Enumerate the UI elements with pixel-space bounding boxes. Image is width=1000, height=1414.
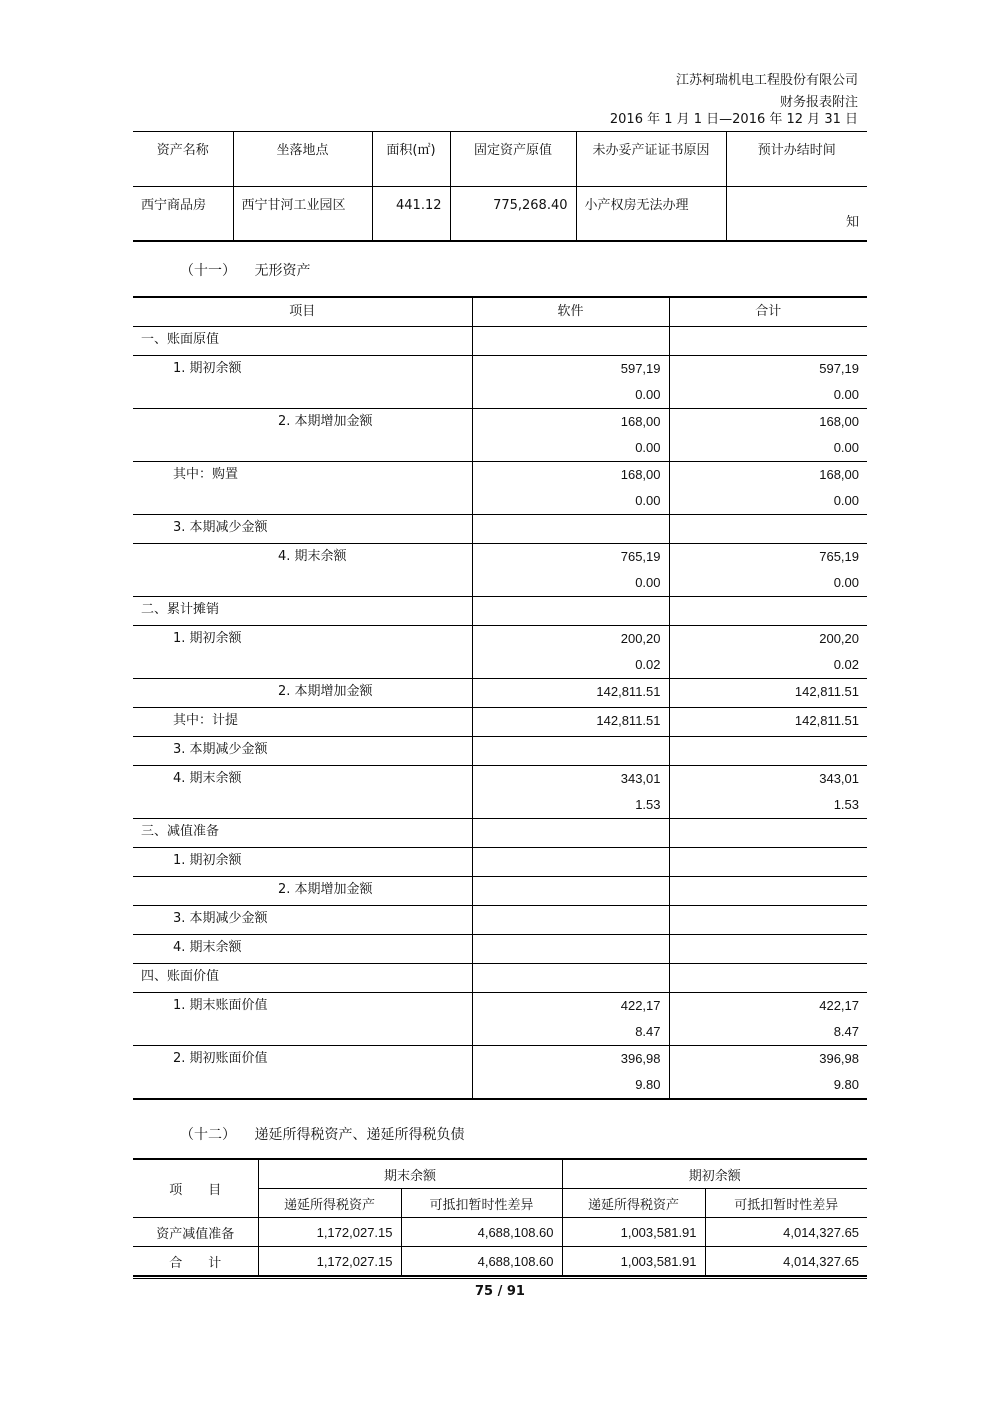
row-label: 4. 期末余额 bbox=[133, 935, 472, 964]
table-row bbox=[133, 708, 867, 737]
software-value bbox=[472, 766, 669, 819]
sub-header: 可抵扣暂时性差异 bbox=[705, 1189, 867, 1218]
value-line: 200,20 bbox=[819, 631, 859, 646]
total-value bbox=[669, 544, 867, 597]
value-line: 200,20 bbox=[620, 631, 661, 646]
expected-completion: 知 bbox=[726, 186, 867, 241]
table-row bbox=[133, 877, 867, 906]
total-value bbox=[669, 993, 867, 1046]
value-line: 142,811.51 bbox=[596, 684, 661, 699]
total-value bbox=[669, 327, 867, 356]
total-value bbox=[669, 964, 867, 993]
value-line: 0.02 bbox=[635, 657, 661, 672]
section-heading bbox=[180, 260, 310, 280]
software-value bbox=[472, 1046, 669, 1100]
total-value bbox=[669, 462, 867, 515]
row-label: 资产减值准备 bbox=[133, 1218, 258, 1247]
section-number: （十一） bbox=[180, 263, 236, 279]
total-value bbox=[669, 737, 867, 766]
table-row bbox=[133, 186, 867, 241]
total-value bbox=[669, 1046, 867, 1100]
total-value bbox=[669, 597, 867, 626]
value-line: 343,01 bbox=[819, 771, 859, 786]
report-period: 2016 年 1 月 1 日—2016 年 12 月 31 日 bbox=[609, 112, 858, 127]
row-label: 2. 本期增加金额 bbox=[133, 409, 472, 462]
certificate-reason: 小产权房无法办理 bbox=[576, 186, 726, 241]
value-line: 0.00 bbox=[833, 575, 859, 590]
row-label: 3. 本期减少金额 bbox=[133, 906, 472, 935]
software-value bbox=[472, 819, 669, 848]
total-value bbox=[669, 819, 867, 848]
value-line: 0.00 bbox=[635, 493, 661, 508]
software-value bbox=[472, 708, 669, 737]
sub-header: 可抵扣暂时性差异 bbox=[401, 1189, 562, 1218]
software-value bbox=[472, 964, 669, 993]
value-line: 422,17 bbox=[620, 998, 661, 1013]
col-header: 固定资产原值 bbox=[450, 132, 576, 186]
software-value bbox=[472, 679, 669, 708]
asset-value: 775,268.40 bbox=[450, 186, 576, 241]
cell-value: 1,003,581.91 bbox=[562, 1247, 705, 1277]
footer-rule bbox=[133, 1278, 867, 1279]
row-label: 2. 本期增加金额 bbox=[133, 877, 472, 906]
cell-value: 1,172,027.15 bbox=[258, 1218, 401, 1247]
cell-value: 4,688,108.60 bbox=[401, 1247, 562, 1277]
document-title: 财务报表附注 bbox=[779, 95, 858, 110]
total-value bbox=[669, 626, 867, 679]
page-number: 75 / 91 bbox=[475, 1284, 525, 1299]
value-line: 765,19 bbox=[620, 549, 661, 564]
total-value bbox=[669, 935, 867, 964]
value-line: 168,00 bbox=[620, 414, 661, 429]
value-line: 168,00 bbox=[819, 467, 859, 482]
value-line: 142,811.51 bbox=[794, 713, 859, 728]
row-label: 4. 期末余额 bbox=[133, 766, 472, 819]
table-row bbox=[133, 993, 867, 1046]
sub-header: 递延所得税资产 bbox=[562, 1189, 705, 1218]
col-header: 软件 bbox=[472, 297, 669, 327]
value-line: 9.80 bbox=[833, 1077, 859, 1092]
table-row bbox=[133, 1218, 867, 1247]
total-value bbox=[669, 515, 867, 544]
table-row bbox=[133, 544, 867, 597]
total-value bbox=[669, 708, 867, 737]
value-line: 142,811.51 bbox=[596, 713, 661, 728]
software-value bbox=[472, 993, 669, 1046]
table-header-row bbox=[133, 132, 867, 186]
row-label: 一、账面原值 bbox=[133, 327, 472, 356]
row-label: 1. 期初余额 bbox=[133, 848, 472, 877]
value-line: 1.53 bbox=[635, 797, 661, 812]
col-header: 未办妥产证证书原因 bbox=[576, 132, 726, 186]
value-line: 0.00 bbox=[833, 440, 859, 455]
row-label: 2. 期初账面价值 bbox=[133, 1046, 472, 1100]
col-header: 面积(㎡) bbox=[372, 132, 450, 186]
item-header: 项 目 bbox=[133, 1159, 258, 1218]
asset-area: 441.12 bbox=[372, 186, 450, 241]
section-heading bbox=[180, 1124, 464, 1144]
row-label: 4. 期末余额 bbox=[133, 544, 472, 597]
end-balance-header: 期末余额 bbox=[258, 1159, 562, 1189]
col-header: 合计 bbox=[669, 297, 867, 327]
software-value bbox=[472, 597, 669, 626]
row-label: 二、累计摊销 bbox=[133, 597, 472, 626]
total-value bbox=[669, 877, 867, 906]
total-value bbox=[669, 848, 867, 877]
value-line: 9.80 bbox=[635, 1077, 661, 1092]
value-line: 0.00 bbox=[833, 387, 859, 402]
value-line: 0.00 bbox=[635, 575, 661, 590]
value-line: 396,98 bbox=[819, 1051, 859, 1066]
software-value bbox=[472, 515, 669, 544]
software-value bbox=[472, 737, 669, 766]
sub-header: 递延所得税资产 bbox=[258, 1189, 401, 1218]
row-label: 合 计 bbox=[133, 1247, 258, 1277]
value-line: 343,01 bbox=[620, 771, 661, 786]
table-row bbox=[133, 964, 867, 993]
table-row bbox=[133, 848, 867, 877]
table-row bbox=[133, 327, 867, 356]
table-header-row bbox=[133, 297, 867, 327]
software-value bbox=[472, 906, 669, 935]
row-label: 2. 本期增加金额 bbox=[133, 679, 472, 708]
software-value bbox=[472, 544, 669, 597]
row-label: 三、减值准备 bbox=[133, 819, 472, 848]
table-header-row bbox=[133, 1159, 867, 1189]
table-row bbox=[133, 1046, 867, 1100]
cell-value: 4,014,327.65 bbox=[705, 1247, 867, 1277]
cell-value: 1,172,027.15 bbox=[258, 1247, 401, 1277]
value-line: 142,811.51 bbox=[794, 684, 859, 699]
software-value bbox=[472, 848, 669, 877]
value-line: 597,19 bbox=[819, 361, 859, 376]
value-line: 396,98 bbox=[620, 1051, 661, 1066]
row-label: 3. 本期减少金额 bbox=[133, 515, 472, 544]
table-row bbox=[133, 819, 867, 848]
software-value bbox=[472, 626, 669, 679]
value-line: 168,00 bbox=[819, 414, 859, 429]
value-line: 0.00 bbox=[635, 440, 661, 455]
value-line: 597,19 bbox=[620, 361, 661, 376]
table-row bbox=[133, 906, 867, 935]
row-label: 3. 本期减少金额 bbox=[133, 737, 472, 766]
col-header: 坐落地点 bbox=[233, 132, 372, 186]
begin-balance-header: 期初余额 bbox=[562, 1159, 867, 1189]
value-line: 0.02 bbox=[833, 657, 859, 672]
row-label: 四、账面价值 bbox=[133, 964, 472, 993]
col-header: 资产名称 bbox=[133, 132, 233, 186]
value-line: 1.53 bbox=[833, 797, 859, 812]
section-title: 递延所得税资产、递延所得税负债 bbox=[254, 1127, 465, 1143]
cell-value: 1,003,581.91 bbox=[562, 1218, 705, 1247]
table-row bbox=[133, 597, 867, 626]
table-row bbox=[133, 1247, 867, 1277]
value-line: 0.00 bbox=[833, 493, 859, 508]
total-value bbox=[669, 679, 867, 708]
intangible-assets-table bbox=[133, 296, 867, 1100]
total-value bbox=[669, 906, 867, 935]
software-value bbox=[472, 327, 669, 356]
total-value bbox=[669, 766, 867, 819]
table-row bbox=[133, 462, 867, 515]
row-label: 其中：计提 bbox=[133, 708, 472, 737]
table-row bbox=[133, 356, 867, 409]
value-line: 8.47 bbox=[635, 1024, 661, 1039]
row-label: 其中：购置 bbox=[133, 462, 472, 515]
value-line: 765,19 bbox=[819, 549, 859, 564]
total-value bbox=[669, 356, 867, 409]
section-title: 无形资产 bbox=[254, 263, 311, 279]
value-line: 8.47 bbox=[833, 1024, 859, 1039]
deferred-tax-table bbox=[133, 1158, 867, 1277]
table-row bbox=[133, 409, 867, 462]
table-row bbox=[133, 935, 867, 964]
software-value bbox=[472, 462, 669, 515]
cell-value: 4,014,327.65 bbox=[705, 1218, 867, 1247]
company-name: 江苏柯瑞机电工程股份有限公司 bbox=[675, 73, 858, 88]
software-value bbox=[472, 935, 669, 964]
row-label: 1. 期初余额 bbox=[133, 356, 472, 409]
table-row bbox=[133, 626, 867, 679]
software-value bbox=[472, 877, 669, 906]
table-row bbox=[133, 515, 867, 544]
table-row bbox=[133, 679, 867, 708]
section-number: （十二） bbox=[180, 1127, 236, 1143]
table-row bbox=[133, 766, 867, 819]
row-label: 1. 期末账面价值 bbox=[133, 993, 472, 1046]
col-header: 预计办结时间 bbox=[726, 132, 867, 186]
asset-name: 西宁商品房 bbox=[133, 186, 233, 241]
software-value bbox=[472, 356, 669, 409]
value-line: 422,17 bbox=[819, 998, 859, 1013]
cell-value: 4,688,108.60 bbox=[401, 1218, 562, 1247]
row-label: 1. 期初余额 bbox=[133, 626, 472, 679]
value-line: 168,00 bbox=[620, 467, 661, 482]
value-line: 0.00 bbox=[635, 387, 661, 402]
total-value bbox=[669, 409, 867, 462]
table-row bbox=[133, 737, 867, 766]
software-value bbox=[472, 409, 669, 462]
property-certificate-table bbox=[133, 132, 867, 242]
col-header: 项目 bbox=[133, 297, 472, 327]
asset-location: 西宁甘河工业园区 bbox=[233, 186, 372, 241]
